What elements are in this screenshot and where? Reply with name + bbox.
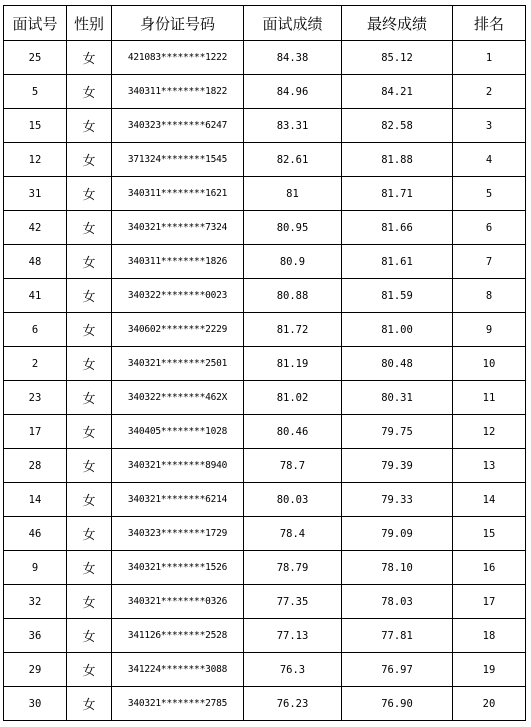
cell-rank: 17 xyxy=(453,585,526,619)
header-interview-number: 面试号 xyxy=(4,6,67,41)
header-gender: 性别 xyxy=(67,6,112,41)
table-row xyxy=(4,347,526,381)
table-row xyxy=(4,483,526,517)
cell-rank: 12 xyxy=(453,415,526,449)
cell-interview-score: 80.95 xyxy=(244,211,342,245)
header-row xyxy=(4,6,526,41)
cell-gender: 女 xyxy=(67,245,112,279)
cell-id-number: 340322********0023 xyxy=(112,279,244,313)
cell-interview-number: 28 xyxy=(4,449,67,483)
cell-rank: 18 xyxy=(453,619,526,653)
table-row xyxy=(4,449,526,483)
cell-gender: 女 xyxy=(67,347,112,381)
cell-id-number: 340322********462X xyxy=(112,381,244,415)
cell-rank: 14 xyxy=(453,483,526,517)
cell-id-number: 340321********6214 xyxy=(112,483,244,517)
cell-final-score: 81.71 xyxy=(342,177,453,211)
table-row xyxy=(4,245,526,279)
cell-id-number: 340323********6247 xyxy=(112,109,244,143)
cell-interview-score: 81.19 xyxy=(244,347,342,381)
cell-rank: 6 xyxy=(453,211,526,245)
cell-rank: 4 xyxy=(453,143,526,177)
cell-final-score: 81.88 xyxy=(342,143,453,177)
cell-interview-number: 36 xyxy=(4,619,67,653)
cell-gender: 女 xyxy=(67,619,112,653)
table-row xyxy=(4,653,526,687)
cell-rank: 2 xyxy=(453,75,526,109)
cell-final-score: 76.97 xyxy=(342,653,453,687)
cell-id-number: 371324********1545 xyxy=(112,143,244,177)
cell-final-score: 79.09 xyxy=(342,517,453,551)
table-row xyxy=(4,177,526,211)
table-row xyxy=(4,687,526,721)
cell-rank: 3 xyxy=(453,109,526,143)
cell-gender: 女 xyxy=(67,517,112,551)
cell-id-number: 341126********2528 xyxy=(112,619,244,653)
cell-id-number: 340321********8940 xyxy=(112,449,244,483)
cell-gender: 女 xyxy=(67,313,112,347)
cell-interview-number: 9 xyxy=(4,551,67,585)
cell-interview-score: 80.03 xyxy=(244,483,342,517)
table-row xyxy=(4,619,526,653)
cell-rank: 9 xyxy=(453,313,526,347)
cell-gender: 女 xyxy=(67,415,112,449)
cell-final-score: 79.33 xyxy=(342,483,453,517)
cell-interview-number: 23 xyxy=(4,381,67,415)
cell-final-score: 84.21 xyxy=(342,75,453,109)
cell-interview-score: 78.7 xyxy=(244,449,342,483)
cell-gender: 女 xyxy=(67,653,112,687)
cell-gender: 女 xyxy=(67,109,112,143)
cell-interview-number: 12 xyxy=(4,143,67,177)
cell-rank: 5 xyxy=(453,177,526,211)
cell-final-score: 81.00 xyxy=(342,313,453,347)
cell-final-score: 81.66 xyxy=(342,211,453,245)
cell-interview-score: 81 xyxy=(244,177,342,211)
cell-id-number: 340405********1028 xyxy=(112,415,244,449)
cell-final-score: 78.10 xyxy=(342,551,453,585)
cell-id-number: 340311********1621 xyxy=(112,177,244,211)
cell-id-number: 340311********1826 xyxy=(112,245,244,279)
cell-interview-score: 84.96 xyxy=(244,75,342,109)
cell-interview-number: 6 xyxy=(4,313,67,347)
cell-id-number: 340602********2229 xyxy=(112,313,244,347)
cell-interview-number: 41 xyxy=(4,279,67,313)
cell-id-number: 340321********2785 xyxy=(112,687,244,721)
cell-final-score: 78.03 xyxy=(342,585,453,619)
cell-interview-number: 29 xyxy=(4,653,67,687)
cell-interview-score: 82.61 xyxy=(244,143,342,177)
cell-interview-score: 78.79 xyxy=(244,551,342,585)
cell-final-score: 79.75 xyxy=(342,415,453,449)
cell-interview-score: 83.31 xyxy=(244,109,342,143)
cell-rank: 11 xyxy=(453,381,526,415)
table-row xyxy=(4,279,526,313)
cell-id-number: 340321********7324 xyxy=(112,211,244,245)
cell-interview-score: 80.46 xyxy=(244,415,342,449)
cell-rank: 16 xyxy=(453,551,526,585)
cell-interview-score: 80.88 xyxy=(244,279,342,313)
cell-gender: 女 xyxy=(67,381,112,415)
cell-final-score: 82.58 xyxy=(342,109,453,143)
cell-interview-number: 14 xyxy=(4,483,67,517)
cell-interview-number: 2 xyxy=(4,347,67,381)
header-id-number: 身份证号码 xyxy=(112,6,244,41)
cell-rank: 15 xyxy=(453,517,526,551)
cell-id-number: 340321********1526 xyxy=(112,551,244,585)
cell-final-score: 80.31 xyxy=(342,381,453,415)
table-row xyxy=(4,517,526,551)
cell-interview-score: 78.4 xyxy=(244,517,342,551)
cell-interview-score: 84.38 xyxy=(244,41,342,75)
cell-interview-score: 77.13 xyxy=(244,619,342,653)
cell-gender: 女 xyxy=(67,483,112,517)
cell-id-number: 340311********1822 xyxy=(112,75,244,109)
cell-interview-number: 42 xyxy=(4,211,67,245)
table-row xyxy=(4,585,526,619)
header-interview-score: 面试成绩 xyxy=(244,6,342,41)
table-row xyxy=(4,75,526,109)
cell-gender: 女 xyxy=(67,279,112,313)
table-row xyxy=(4,381,526,415)
cell-final-score: 81.61 xyxy=(342,245,453,279)
table-row xyxy=(4,211,526,245)
cell-rank: 20 xyxy=(453,687,526,721)
cell-id-number: 340321********0326 xyxy=(112,585,244,619)
cell-rank: 1 xyxy=(453,41,526,75)
cell-interview-number: 32 xyxy=(4,585,67,619)
header-final-score: 最终成绩 xyxy=(342,6,453,41)
cell-interview-number: 5 xyxy=(4,75,67,109)
cell-rank: 13 xyxy=(453,449,526,483)
table-row xyxy=(4,109,526,143)
cell-gender: 女 xyxy=(67,75,112,109)
cell-rank: 19 xyxy=(453,653,526,687)
cell-interview-number: 48 xyxy=(4,245,67,279)
table-row xyxy=(4,41,526,75)
cell-interview-number: 31 xyxy=(4,177,67,211)
cell-interview-number: 15 xyxy=(4,109,67,143)
cell-final-score: 77.81 xyxy=(342,619,453,653)
cell-interview-score: 80.9 xyxy=(244,245,342,279)
cell-id-number: 340323********1729 xyxy=(112,517,244,551)
table-row xyxy=(4,415,526,449)
cell-gender: 女 xyxy=(67,687,112,721)
header-rank: 排名 xyxy=(453,6,526,41)
cell-rank: 7 xyxy=(453,245,526,279)
table-row xyxy=(4,551,526,585)
score-table xyxy=(3,5,526,721)
cell-gender: 女 xyxy=(67,585,112,619)
cell-final-score: 85.12 xyxy=(342,41,453,75)
cell-id-number: 341224********3088 xyxy=(112,653,244,687)
table-row xyxy=(4,143,526,177)
cell-interview-score: 81.72 xyxy=(244,313,342,347)
cell-interview-score: 76.23 xyxy=(244,687,342,721)
cell-final-score: 80.48 xyxy=(342,347,453,381)
cell-gender: 女 xyxy=(67,177,112,211)
cell-interview-number: 46 xyxy=(4,517,67,551)
cell-interview-score: 77.35 xyxy=(244,585,342,619)
table-body xyxy=(4,41,526,721)
cell-id-number: 340321********2501 xyxy=(112,347,244,381)
cell-rank: 8 xyxy=(453,279,526,313)
cell-final-score: 76.90 xyxy=(342,687,453,721)
cell-gender: 女 xyxy=(67,449,112,483)
cell-interview-score: 81.02 xyxy=(244,381,342,415)
cell-final-score: 81.59 xyxy=(342,279,453,313)
cell-final-score: 79.39 xyxy=(342,449,453,483)
cell-interview-number: 17 xyxy=(4,415,67,449)
cell-id-number: 421083********1222 xyxy=(112,41,244,75)
cell-interview-score: 76.3 xyxy=(244,653,342,687)
table-row xyxy=(4,313,526,347)
cell-gender: 女 xyxy=(67,211,112,245)
cell-rank: 10 xyxy=(453,347,526,381)
cell-gender: 女 xyxy=(67,143,112,177)
cell-gender: 女 xyxy=(67,41,112,75)
cell-gender: 女 xyxy=(67,551,112,585)
cell-interview-number: 25 xyxy=(4,41,67,75)
cell-interview-number: 30 xyxy=(4,687,67,721)
